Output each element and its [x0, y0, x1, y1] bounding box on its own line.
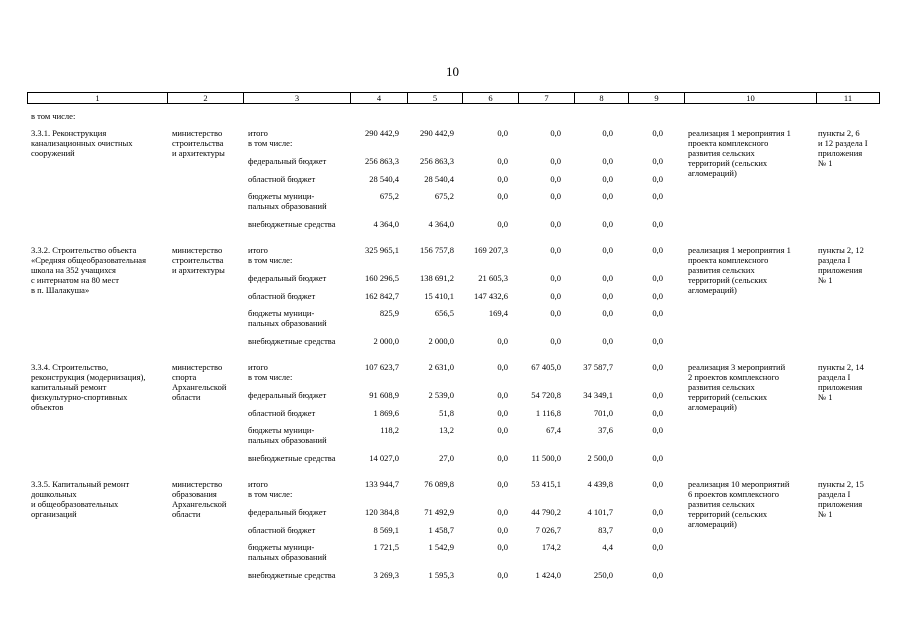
- amount-cell: 169 207,3: [474, 245, 508, 255]
- amount-cell: 107 623,7: [365, 362, 399, 372]
- col-header: 11: [817, 93, 880, 104]
- amount-cell: 11 500,0: [531, 453, 561, 463]
- funding-source-label: внебюджетные средства: [248, 336, 336, 346]
- result-text: реализация 1 мероприятия 1 проекта комплексного развития сельских территорий (сельских агломераций): [688, 128, 791, 178]
- amount-cell: 138 691,2: [420, 273, 454, 283]
- amount-cell: 3 269,3: [373, 570, 399, 580]
- col-header: 9: [629, 93, 685, 104]
- measure-name: 3.3.1. Реконструкция канализационных очистных сооружений: [31, 128, 133, 158]
- header-row: [27, 92, 879, 104]
- col-header: 7: [519, 93, 575, 104]
- amount-cell: 0,0: [652, 291, 663, 301]
- program-section: [0, 479, 905, 589]
- amount-cell: 34 349,1: [583, 390, 613, 400]
- program-section: [0, 245, 905, 355]
- amount-cell: 2 631,0: [428, 362, 454, 372]
- funding-source-label: областной бюджет: [248, 174, 316, 184]
- amount-cell: 0,0: [550, 219, 561, 229]
- amount-cell: 0,0: [652, 362, 663, 372]
- amount-cell: 1 458,7: [428, 525, 454, 535]
- executor: министерство строительства и архитектуры: [172, 245, 225, 275]
- funding-source-label: федеральный бюджет: [248, 156, 327, 166]
- measure-name: 3.3.2. Строительство объекта «Средняя общеобразовательная школа на 352 учащихся с интернатом на 80 мест в п. Шалакуша»: [31, 245, 146, 295]
- amount-cell: 37,6: [598, 425, 613, 435]
- amount-cell: 0,0: [497, 453, 508, 463]
- reference-text: пункты 2, 12 раздела I приложения № 1: [818, 245, 864, 285]
- amount-cell: 0,0: [652, 408, 663, 418]
- amount-cell: 160 296,5: [365, 273, 399, 283]
- amount-cell: 0,0: [497, 362, 508, 372]
- funding-source-label: итого в том числе:: [248, 362, 293, 382]
- amount-cell: 53 415,1: [531, 479, 561, 489]
- amount-cell: 0,0: [602, 156, 613, 166]
- amount-cell: 0,0: [602, 219, 613, 229]
- amount-cell: 0,0: [550, 336, 561, 346]
- amount-cell: 7 026,7: [535, 525, 561, 535]
- amount-cell: 0,0: [497, 425, 508, 435]
- amount-cell: 0,0: [550, 191, 561, 201]
- measure-name: 3.3.4. Строительство, реконструкция (модернизация), капитальный ремонт физкультурно-спортивных объектов: [31, 362, 146, 412]
- funding-source-label: итого в том числе:: [248, 479, 293, 499]
- amount-cell: 0,0: [652, 570, 663, 580]
- amount-cell: 76 089,8: [424, 479, 454, 489]
- program-section: [0, 128, 905, 238]
- col-header: 5: [408, 93, 463, 104]
- amount-cell: 0,0: [652, 525, 663, 535]
- amount-cell: 0,0: [652, 336, 663, 346]
- funding-source-label: бюджеты муници- пальных образований: [248, 308, 327, 328]
- funding-source-label: федеральный бюджет: [248, 507, 327, 517]
- amount-cell: 0,0: [497, 174, 508, 184]
- amount-cell: 21 605,3: [478, 273, 508, 283]
- amount-cell: 51,8: [439, 408, 454, 418]
- amount-cell: 0,0: [550, 156, 561, 166]
- amount-cell: 675,2: [379, 191, 399, 201]
- amount-cell: 54 720,8: [531, 390, 561, 400]
- funding-source-label: федеральный бюджет: [248, 273, 327, 283]
- amount-cell: 13,2: [439, 425, 454, 435]
- amount-cell: 8 569,1: [373, 525, 399, 535]
- amount-cell: 0,0: [602, 191, 613, 201]
- amount-cell: 290 442,9: [365, 128, 399, 138]
- amount-cell: 67,4: [546, 425, 561, 435]
- amount-cell: 27,0: [439, 453, 454, 463]
- amount-cell: 0,0: [550, 291, 561, 301]
- amount-cell: 1 424,0: [535, 570, 561, 580]
- funding-source-label: внебюджетные средства: [248, 453, 336, 463]
- funding-source-label: областной бюджет: [248, 525, 316, 535]
- amount-cell: 0,0: [652, 308, 663, 318]
- amount-cell: 0,0: [602, 245, 613, 255]
- reference-text: пункты 2, 15 раздела I приложения № 1: [818, 479, 864, 519]
- amount-cell: 0,0: [497, 156, 508, 166]
- funding-source-label: бюджеты муници- пальных образований: [248, 191, 327, 211]
- amount-cell: 0,0: [497, 219, 508, 229]
- amount-cell: 0,0: [652, 453, 663, 463]
- amount-cell: 4,4: [602, 542, 613, 552]
- amount-cell: 4 439,8: [587, 479, 613, 489]
- amount-cell: 0,0: [602, 174, 613, 184]
- funding-source-label: итого в том числе:: [248, 128, 293, 148]
- col-header: 8: [575, 93, 629, 104]
- col-header: 4: [351, 93, 408, 104]
- reference-text: пункты 2, 6 и 12 раздела I приложения № 1: [818, 128, 868, 168]
- amount-cell: 701,0: [593, 408, 613, 418]
- amount-cell: 0,0: [652, 425, 663, 435]
- program-section: [0, 362, 905, 472]
- amount-cell: 67 405,0: [531, 362, 561, 372]
- amount-cell: 0,0: [602, 291, 613, 301]
- amount-cell: 0,0: [497, 507, 508, 517]
- amount-cell: 118,2: [380, 425, 399, 435]
- amount-cell: 656,5: [434, 308, 454, 318]
- funding-source-label: внебюджетные средства: [248, 219, 336, 229]
- amount-cell: 825,9: [379, 308, 399, 318]
- amount-cell: 0,0: [652, 156, 663, 166]
- amount-cell: 0,0: [497, 390, 508, 400]
- amount-cell: 0,0: [497, 570, 508, 580]
- amount-cell: 133 944,7: [365, 479, 399, 489]
- executor: министерство спорта Архангельской области: [172, 362, 227, 402]
- amount-cell: 0,0: [550, 245, 561, 255]
- amount-cell: 256 863,3: [420, 156, 454, 166]
- amount-cell: 147 432,6: [474, 291, 508, 301]
- executor: министерство образования Архангельской области: [172, 479, 227, 519]
- amount-cell: 0,0: [550, 128, 561, 138]
- amount-cell: 0,0: [652, 174, 663, 184]
- col-header: 2: [168, 93, 244, 104]
- amount-cell: 1 116,8: [535, 408, 561, 418]
- result-text: реализация 10 мероприятий 6 проектов комплексного развития сельских территорий (сельских агломераций): [688, 479, 790, 529]
- amount-cell: 0,0: [497, 191, 508, 201]
- amount-cell: 91 608,9: [369, 390, 399, 400]
- amount-cell: 0,0: [497, 525, 508, 535]
- amount-cell: 28 540,4: [424, 174, 454, 184]
- page-number: 10: [446, 64, 459, 79]
- amount-cell: 1 542,9: [428, 542, 454, 552]
- amount-cell: 4 364,0: [428, 219, 454, 229]
- reference-text: пункты 2, 14 раздела I приложения № 1: [818, 362, 864, 402]
- amount-cell: 0,0: [652, 542, 663, 552]
- amount-cell: 0,0: [652, 128, 663, 138]
- funding-source-label: бюджеты муници- пальных образований: [248, 542, 327, 562]
- amount-cell: 4 101,7: [587, 507, 613, 517]
- amount-cell: 0,0: [550, 308, 561, 318]
- amount-cell: 174,2: [541, 542, 561, 552]
- result-text: реализация 1 мероприятия 1 проекта комплексного развития сельских территорий (сельских агломераций): [688, 245, 791, 295]
- amount-cell: 0,0: [497, 479, 508, 489]
- amount-cell: 1 869,6: [373, 408, 399, 418]
- funding-source-label: областной бюджет: [248, 408, 316, 418]
- amount-cell: 44 790,2: [531, 507, 561, 517]
- result-text: реализация 3 мероприятий 2 проектов комплексного развития сельских территорий (сельских агломераций): [688, 362, 786, 412]
- amount-cell: 0,0: [602, 273, 613, 283]
- amount-cell: 83,7: [598, 525, 613, 535]
- executor: министерство строительства и архитектуры: [172, 128, 225, 158]
- amount-cell: 37 587,7: [583, 362, 613, 372]
- amount-cell: 28 540,4: [369, 174, 399, 184]
- amount-cell: 0,0: [602, 308, 613, 318]
- amount-cell: 0,0: [497, 336, 508, 346]
- amount-cell: 0,0: [652, 219, 663, 229]
- amount-cell: 2 500,0: [587, 453, 613, 463]
- amount-cell: 0,0: [652, 390, 663, 400]
- funding-source-label: федеральный бюджет: [248, 390, 327, 400]
- amount-cell: 0,0: [497, 542, 508, 552]
- amount-cell: 1 721,5: [373, 542, 399, 552]
- amount-cell: 0,0: [602, 128, 613, 138]
- amount-cell: 0,0: [497, 128, 508, 138]
- measure-name: 3.3.5. Капитальный ремонт дошкольных и общеобразовательных организаций: [31, 479, 130, 519]
- col-header: 10: [685, 93, 817, 104]
- amount-cell: 256 863,3: [365, 156, 399, 166]
- amount-cell: 4 364,0: [373, 219, 399, 229]
- amount-cell: 0,0: [602, 336, 613, 346]
- amount-cell: 71 492,9: [424, 507, 454, 517]
- amount-cell: 0,0: [652, 507, 663, 517]
- funding-source-label: областной бюджет: [248, 291, 316, 301]
- amount-cell: 0,0: [550, 174, 561, 184]
- amount-cell: 250,0: [593, 570, 613, 580]
- amount-cell: 1 595,3: [428, 570, 454, 580]
- amount-cell: 0,0: [652, 245, 663, 255]
- col-header: 1: [28, 93, 168, 104]
- amount-cell: 0,0: [652, 191, 663, 201]
- amount-cell: 156 757,8: [420, 245, 454, 255]
- amount-cell: 2 539,0: [428, 390, 454, 400]
- col-header: 6: [463, 93, 519, 104]
- amount-cell: 14 027,0: [369, 453, 399, 463]
- funding-source-label: бюджеты муници- пальных образований: [248, 425, 327, 445]
- col-header: 3: [244, 93, 351, 104]
- funding-source-label: внебюджетные средства: [248, 570, 336, 580]
- funding-source-label: итого в том числе:: [248, 245, 293, 265]
- amount-cell: 162 842,7: [365, 291, 399, 301]
- amount-cell: 325 965,1: [365, 245, 399, 255]
- amount-cell: 120 384,8: [365, 507, 399, 517]
- amount-cell: 2 000,0: [428, 336, 454, 346]
- amount-cell: 169,4: [488, 308, 508, 318]
- amount-cell: 0,0: [652, 479, 663, 489]
- amount-cell: 290 442,9: [420, 128, 454, 138]
- amount-cell: 2 000,0: [373, 336, 399, 346]
- amount-cell: 0,0: [652, 273, 663, 283]
- amount-cell: 15 410,1: [424, 291, 454, 301]
- amount-cell: 0,0: [497, 408, 508, 418]
- amount-cell: 0,0: [550, 273, 561, 283]
- intro-text: в том числе:: [31, 111, 76, 121]
- amount-cell: 675,2: [434, 191, 454, 201]
